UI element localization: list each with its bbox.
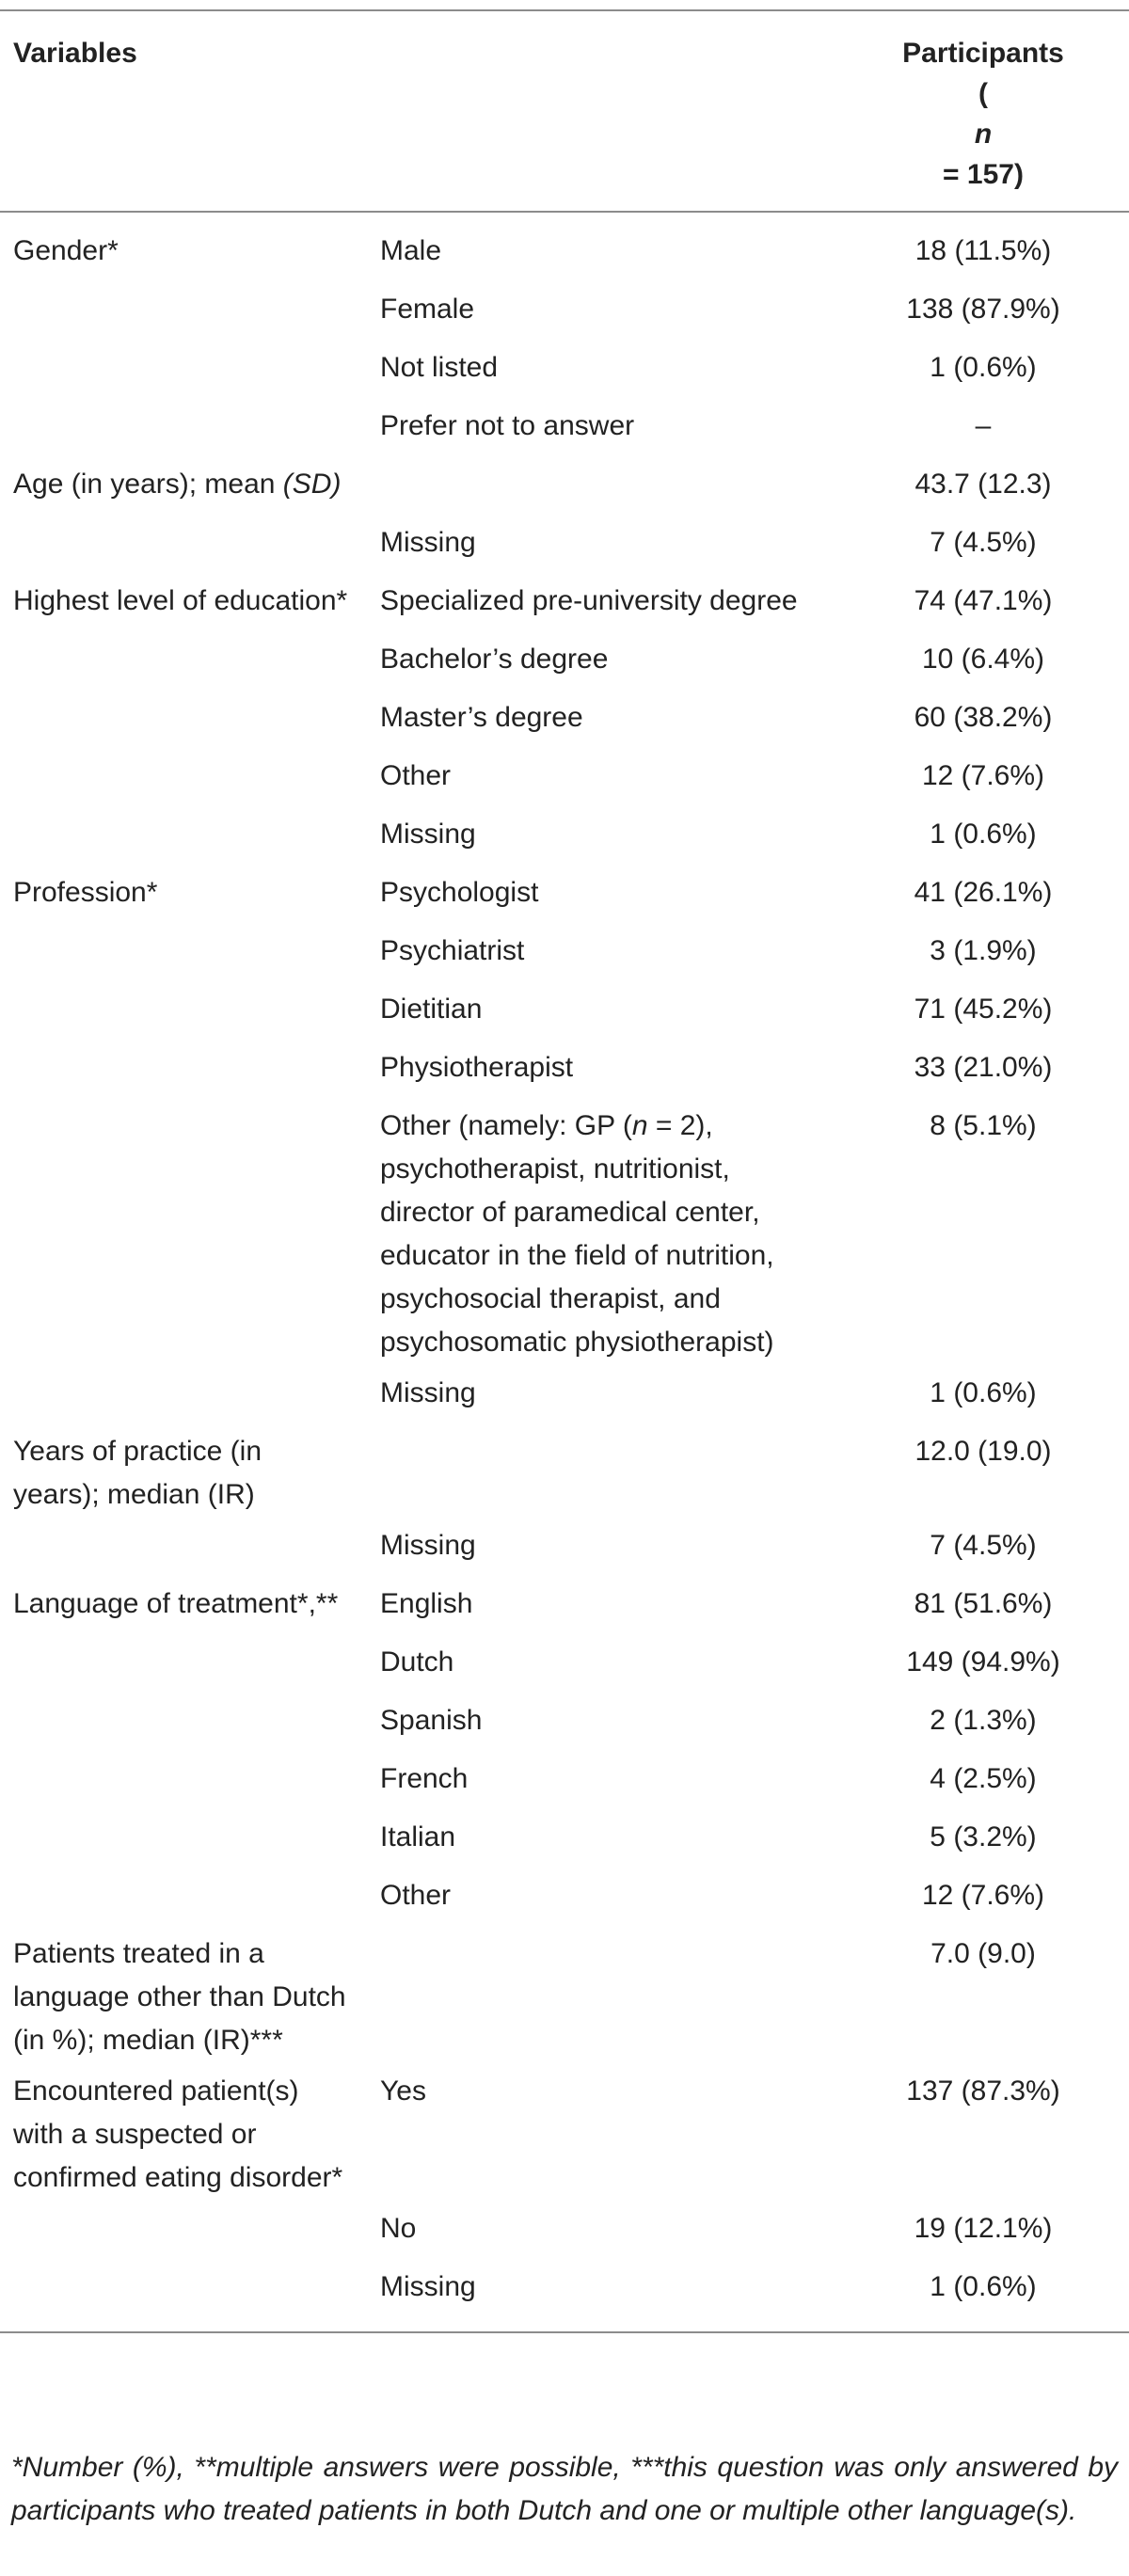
table-row [0,2262,1129,2332]
option-cell [367,634,837,692]
option-cell [367,984,837,1042]
header-options [367,10,837,212]
value-cell: 71 (45.2%) [914,994,1053,1025]
variable-label: Patients treated in a language other than Dutch (in %); median (IR)*** [13,1938,346,2056]
table-row [0,459,1129,517]
option-cell [367,342,837,401]
table-row [0,284,1129,342]
option-cell [367,1426,837,1520]
variable-label: Highest level of education* [13,585,348,616]
option-label: Not listed [380,352,499,383]
variable-cell [0,634,367,692]
variable-label-italic: (SD) [282,469,342,500]
option-label: Male [380,235,442,266]
option-label: Dutch [380,1646,454,1678]
option-cell [367,1520,837,1579]
value-cell: 4 (2.5%) [930,1763,1037,1794]
option-cell [367,284,837,342]
value-cell: 2 (1.3%) [930,1705,1037,1736]
table-header-row [0,10,1129,212]
variable-cell [0,2262,367,2332]
variable-cell [0,809,367,867]
table-row [0,212,1129,284]
variable-cell [0,1754,367,1812]
value-cell: 7.0 (9.0) [930,1938,1036,1969]
table-row [0,984,1129,1042]
value-cell: 7 (4.5%) [930,527,1037,558]
header-variables: Variables [0,10,367,212]
header-participants-n: ( n = 157) [837,73,1129,195]
variable-cell [0,1579,367,1637]
variable-cell [0,1101,367,1368]
table-row [0,2066,1129,2203]
option-label: Prefer not to answer [380,410,635,441]
option-cell [367,576,837,634]
value-cell: 12 (7.6%) [921,760,1045,791]
header-participants-label: Participants [902,38,1064,69]
variable-cell [0,576,367,634]
table-row [0,1870,1129,1929]
option-cell [367,2066,837,2203]
table-row [0,1754,1129,1812]
option-label: Missing [380,819,476,850]
option-cell [367,867,837,926]
table-row [0,751,1129,809]
value-cell: 138 (87.9%) [906,294,1060,325]
option-label-part: = 2), psychotherapist, nutritionist, director of paramedical center, educator in the field of nutrition, psychosocial therapist, and psychosomatic physiotherapist) [380,1110,774,1358]
option-cell [367,692,837,751]
table-row [0,809,1129,867]
option-label-part: Other (namely: GP ( [380,1110,632,1141]
option-label-part: n [631,1110,648,1141]
table-row [0,1520,1129,1579]
option-cell [367,2262,837,2332]
table-row [0,1426,1129,1520]
option-cell [367,1870,837,1929]
option-cell [367,1929,837,2066]
variable-cell [0,1368,367,1426]
value-cell: – [975,410,992,441]
variable-cell [0,692,367,751]
header-participants [837,10,1129,212]
option-cell [367,1368,837,1426]
value-cell: 10 (6.4%) [921,644,1045,675]
option-label: Specialized pre-university degree [380,585,798,616]
option-cell [367,1042,837,1101]
option-label: French [380,1763,469,1794]
table-row [0,926,1129,984]
variable-cell [0,212,367,284]
participants-table [0,9,1129,2333]
table-row [0,1695,1129,1754]
option-label: Yes [380,2075,426,2107]
value-cell: 41 (26.1%) [914,877,1053,908]
variable-cell [0,2066,367,2203]
variable-label: Profession* [13,877,158,908]
option-label: Psychologist [380,877,539,908]
value-cell: 60 (38.2%) [914,702,1053,733]
table-row [0,634,1129,692]
table-row [0,1929,1129,2066]
option-cell [367,459,837,517]
value-cell: 12 (7.6%) [921,1880,1045,1911]
variable-cell [0,867,367,926]
value-cell: 149 (94.9%) [906,1646,1060,1678]
variable-cell [0,926,367,984]
table-row [0,1042,1129,1101]
option-label: Missing [380,1377,476,1408]
table-body [0,212,1129,2332]
option-label: Master’s degree [380,702,583,733]
table-row [0,1101,1129,1368]
table-row [0,517,1129,576]
option-label: Other [380,760,452,791]
variable-cell [0,1042,367,1101]
table-row [0,867,1129,926]
option-cell [367,401,837,459]
table-row [0,1368,1129,1426]
option-label: Physiotherapist [380,1052,574,1083]
value-cell: 8 (5.1%) [930,1110,1037,1141]
value-cell: 1 (0.6%) [930,352,1037,383]
option-cell [367,1101,837,1368]
value-cell: 7 (4.5%) [930,1530,1037,1561]
value-cell: 5 (3.2%) [930,1821,1037,1852]
option-label: Spanish [380,1705,483,1736]
option-label: Missing [380,527,476,558]
value-cell: 1 (0.6%) [930,1377,1037,1408]
variable-cell [0,984,367,1042]
table-row [0,2203,1129,2262]
value-cell: 1 (0.6%) [837,2262,1129,2332]
variable-cell [0,1870,367,1929]
option-label: Missing [380,2271,476,2302]
variable-cell [0,459,367,517]
variable-cell [0,1695,367,1754]
header-n-symbol: n [974,119,993,150]
table-footnote: *Number (%), **multiple answers were possible, ***this question was only answered by participants who treated patients in both Dutch and one or multiple other language(s). [11,2452,1118,2526]
table-row [0,401,1129,459]
value-cell: 19 (12.1%) [914,2213,1053,2244]
option-cell [367,1637,837,1695]
variable-cell [0,517,367,576]
value-cell: 3 (1.9%) [930,935,1037,966]
option-cell [367,2203,837,2262]
variable-label: Age (in years); mean [13,469,283,500]
variable-cell [0,284,367,342]
variable-label: Gender* [13,235,119,266]
value-cell: 33 (21.0%) [914,1052,1053,1083]
variable-cell [0,2203,367,2262]
option-label: Italian [380,1821,456,1852]
variable-cell [0,1520,367,1579]
option-cell [367,212,837,284]
value-cell: 1 (0.6%) [930,819,1037,850]
option-cell [367,926,837,984]
option-cell [367,751,837,809]
header-n-value: = 157) [943,159,1024,190]
option-label: English [380,1588,473,1619]
option-label: Female [380,294,475,325]
value-cell: 81 (51.6%) [914,1588,1053,1619]
table-row [0,342,1129,401]
variable-cell [0,1929,367,2066]
table-row [0,1812,1129,1870]
table-row [0,1637,1129,1695]
variable-cell [0,751,367,809]
table-row [0,576,1129,634]
option-cell [367,1754,837,1812]
option-label: Psychiatrist [380,935,525,966]
option-cell [367,1812,837,1870]
table-row [0,1579,1129,1637]
variable-cell [0,1637,367,1695]
option-label: Bachelor’s degree [380,644,609,675]
value-cell: 18 (11.5%) [914,235,1052,266]
value-cell: 12.0 (19.0) [914,1436,1052,1467]
variable-label: Encountered patient(s) with a suspected or confirmed eating disorder* [13,2075,343,2193]
option-cell [367,1695,837,1754]
option-label: Other [380,1880,452,1911]
option-label: No [380,2213,417,2244]
option-label: Dietitian [380,994,483,1025]
variable-cell [0,1812,367,1870]
variable-label: Years of practice (in years); median (IR) [13,1436,262,1510]
value-cell: 137 (87.3%) [906,2075,1060,2107]
variable-cell [0,1426,367,1520]
option-cell [367,809,837,867]
option-cell [367,517,837,576]
table-row [0,692,1129,751]
value-cell: 43.7 (12.3) [914,469,1052,500]
option-cell [367,1579,837,1637]
option-label: Missing [380,1530,476,1561]
variable-label: Language of treatment*,** [13,1588,339,1619]
variable-cell [0,401,367,459]
variable-cell [0,342,367,401]
value-cell: 74 (47.1%) [914,585,1053,616]
